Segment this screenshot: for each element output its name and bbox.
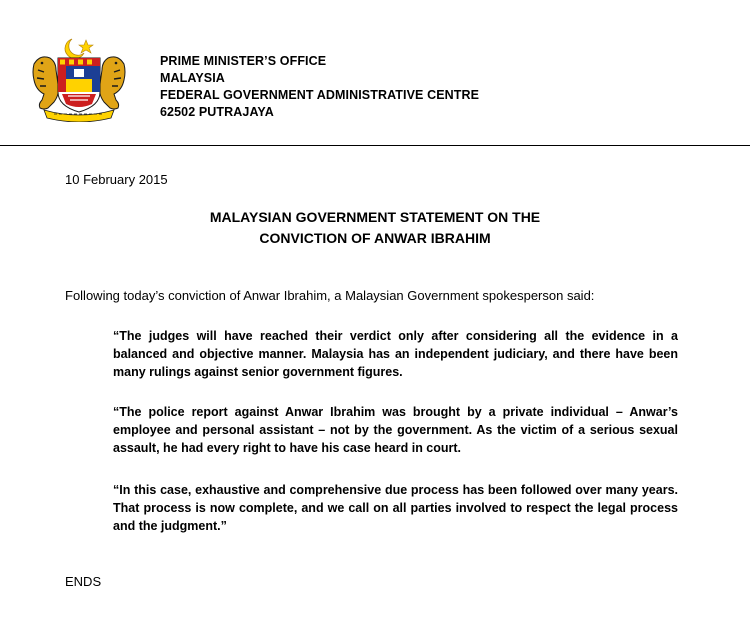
ends-marker: ENDS bbox=[65, 574, 102, 589]
office-name: PRIME MINISTER’S OFFICE bbox=[160, 54, 327, 68]
address-line: FEDERAL GOVERNMENT ADMINISTRATIVE CENTRE bbox=[160, 88, 480, 102]
quote-paragraph-3: “In this case, exhaustive and comprehensive due process has been followed over many years. That process is now complete, and we call on all parties involved to respect the legal process and the judgment.” bbox=[113, 483, 678, 533]
statement-date: 10 February 2015 bbox=[65, 172, 168, 187]
postcode-city: 62502 PUTRAJAYA bbox=[160, 105, 274, 119]
title-line-2: CONVICTION OF ANWAR IBRAHIM bbox=[259, 230, 491, 246]
intro-paragraph: Following today’s conviction of Anwar Ibrahim, a Malaysian Government spokesperson said: bbox=[65, 288, 595, 303]
quote-paragraph-1: “The judges will have reached their verdict only after considering all the evidence in a balanced and objective manner. Malaysia has an independent judiciary, and there have been many rulings against senior government figures. bbox=[113, 329, 678, 379]
coat-of-arms-emblem bbox=[24, 36, 134, 122]
header-divider bbox=[0, 145, 750, 146]
quote-paragraph-2: “The police report against Anwar Ibrahim was brought by a private individual – Anwar’s employee and personal assistant – not by the government. As the victim of a serious sexual assault, he had every right to have his case heard in court. bbox=[113, 405, 678, 455]
malaysia-coat-of-arms-icon bbox=[24, 36, 134, 122]
country-name: MALAYSIA bbox=[160, 71, 225, 85]
letterhead bbox=[160, 53, 479, 121]
title-line-1: MALAYSIAN GOVERNMENT STATEMENT ON THE bbox=[209, 209, 541, 225]
statement-title bbox=[0, 207, 750, 249]
